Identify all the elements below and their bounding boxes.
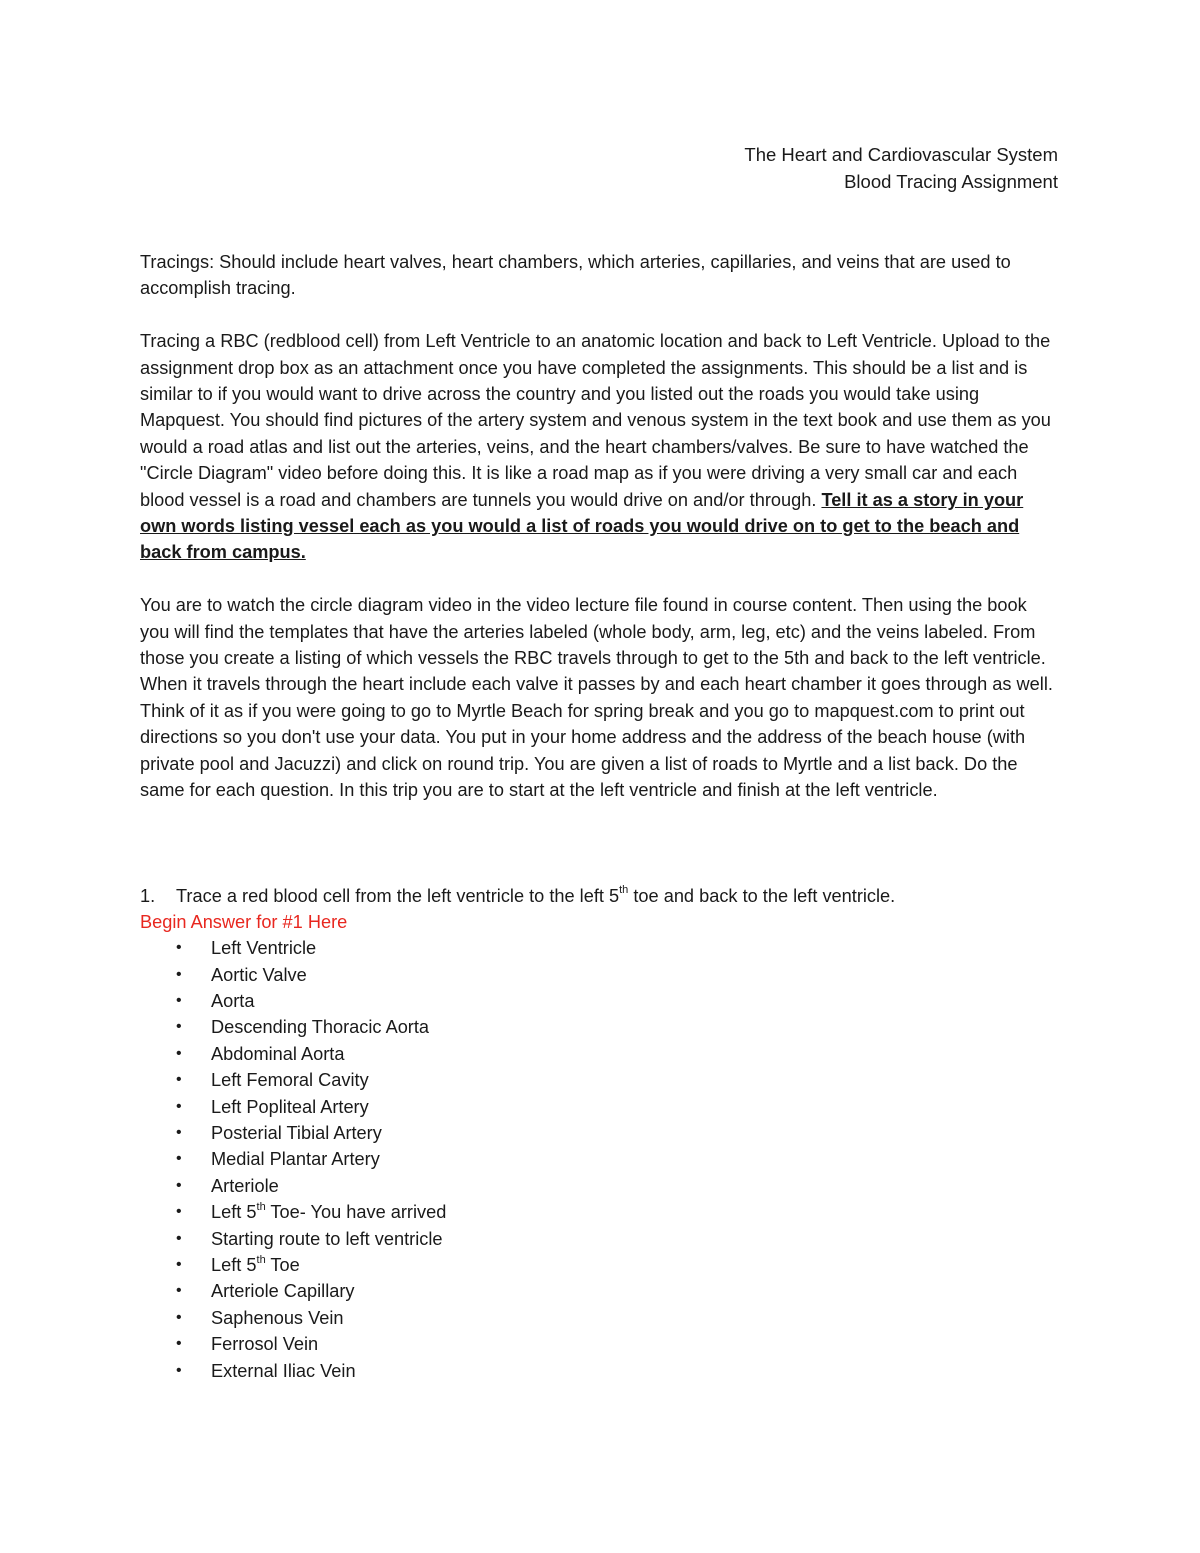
- list-item-text-after: Toe- You have arrived: [265, 1202, 447, 1223]
- bullet-icon: •: [176, 1018, 182, 1036]
- instructions-text: Tracing a RBC (redblood cell) from Left Ventricle to an anatomic location and back to Left Ventricle. Upload to the assignment drop box as an attachment once you have completed the assignments. This should be a list and is similar to if you would want to drive across the country and you listed out the roads you would take using Mapquest. You should find pictures of the artery system and venous system in the text book and use them as you would a road atlas and list out the arteries, veins, and the heart chambers/valves. Be sure to have watched the "Circle Diagram" video before doing this. It is like a road map as if you were driving a very small car and each blood vessel is a road and chambers are tunnels you would drive on and/or through.: [140, 331, 1051, 510]
- bullet-icon: •: [176, 1308, 182, 1326]
- bullet-icon: •: [176, 1229, 182, 1247]
- list-item-text: Descending Thoracic Aorta: [211, 1017, 430, 1038]
- list-item-text: Left Femoral Cavity: [211, 1070, 369, 1091]
- bullet-icon: •: [176, 1097, 182, 1115]
- list-item-text: Saphenous Vein: [211, 1307, 344, 1328]
- bullet-icon: •: [176, 1335, 182, 1353]
- bullet-icon: •: [176, 1203, 182, 1221]
- list-item: [140, 1146, 1060, 1172]
- bullet-icon: •: [176, 1044, 182, 1062]
- list-item-text: External Iliac Vein: [211, 1360, 356, 1381]
- question-1-prompt: [140, 883, 1060, 909]
- document-title: The Heart and Cardiovascular System: [744, 144, 1058, 165]
- question-text-after: toe and back to the left ventricle.: [628, 885, 896, 906]
- instructions-paragraph: [140, 328, 1060, 566]
- bullet-icon: •: [176, 1071, 182, 1089]
- list-item: [140, 1226, 1060, 1252]
- bullet-icon: •: [176, 939, 182, 957]
- list-item: [140, 1120, 1060, 1146]
- bullet-icon: •: [176, 1256, 182, 1273]
- question-text-before: Trace a red blood cell from the left ventricle to the left 5: [176, 885, 620, 906]
- list-item-text: Aortic Valve: [211, 964, 307, 985]
- list-item-text: Starting route to left ventricle: [211, 1228, 443, 1249]
- document-body: [140, 249, 1060, 1384]
- list-item: [140, 1252, 1060, 1278]
- list-item: [140, 1358, 1060, 1384]
- list-item-text: Medial Plantar Artery: [211, 1149, 380, 1170]
- question-1: [140, 883, 1060, 1384]
- list-item: [140, 1067, 1060, 1093]
- list-item-superscript: th: [256, 1201, 266, 1214]
- list-item: [140, 962, 1060, 988]
- list-item: [140, 1014, 1060, 1040]
- video-paragraph: You are to watch the circle diagram video in the video lecture file found in course content. Then using the book you will find the templates that have the arteries labeled (whole body, arm, leg, etc) and the veins labeled. From those you create a listing of which vessels the RBC travels through to get to the 5th and back to the left ventricle. When it travels through the heart include each valve it passes by and each heart chamber it goes through as well. Think of it as if you were going to go to Myrtle Beach for spring break and you go to mapquest.com to print out directions so you don't use your data. You put in your home address and the address of the beach house (with private pool and Jacuzzi) and click on round trip. You are given a list of roads to Myrtle and a list back. Do the same for each question. In this trip you are to start at the left ventricle and finish at the left ventricle.: [140, 595, 1053, 801]
- list-item: [140, 1199, 1060, 1225]
- list-item: [140, 1305, 1060, 1331]
- trace-list: [140, 935, 1060, 1384]
- list-item-text: Ferrosol Vein: [211, 1334, 319, 1355]
- list-item-text: Arteriole: [211, 1175, 279, 1196]
- list-item-text: Posterial Tibial Artery: [211, 1123, 382, 1144]
- list-item-superscript: th: [256, 1253, 266, 1266]
- bullet-icon: •: [176, 1124, 182, 1142]
- question-number: 1.: [140, 885, 156, 906]
- list-item: [140, 988, 1060, 1014]
- bullet-icon: •: [176, 965, 182, 983]
- bullet-icon: •: [176, 992, 182, 1010]
- document-header: [744, 142, 1058, 195]
- list-item: [140, 1041, 1060, 1067]
- list-item-text: Left Popliteal Artery: [211, 1096, 369, 1117]
- tracings-paragraph: Tracings: Should include heart valves, heart chambers, which arteries, capillaries, and veins that are used to accomplish tracing.: [140, 252, 1011, 299]
- list-item-text: Left Ventricle: [211, 938, 317, 959]
- list-item: [140, 1331, 1060, 1357]
- list-item: [140, 1094, 1060, 1120]
- list-item-text: Left 5: [211, 1202, 257, 1223]
- list-item-text: Left 5: [211, 1255, 257, 1275]
- list-item-text: Abdominal Aorta: [211, 1043, 345, 1064]
- bullet-icon: •: [176, 1282, 182, 1300]
- list-item-text: Aorta: [211, 991, 255, 1012]
- bullet-icon: •: [176, 1176, 182, 1194]
- list-item: [140, 1173, 1060, 1199]
- answer-label: Begin Answer for #1 Here: [140, 911, 348, 932]
- list-item: [140, 1278, 1060, 1304]
- document-subtitle: Blood Tracing Assignment: [844, 170, 1058, 192]
- question-superscript: th: [619, 884, 629, 897]
- instructions-emphasis: Tell it as a story in your own words listing vessel each as you would a list of roads you would drive on to get to the beach and back from campus.: [140, 489, 1024, 563]
- list-item: [140, 935, 1060, 961]
- list-item-text: Arteriole Capillary: [211, 1281, 355, 1302]
- bullet-icon: •: [176, 1361, 182, 1379]
- bullet-icon: •: [176, 1150, 182, 1168]
- list-item-text-after: Toe: [265, 1255, 300, 1275]
